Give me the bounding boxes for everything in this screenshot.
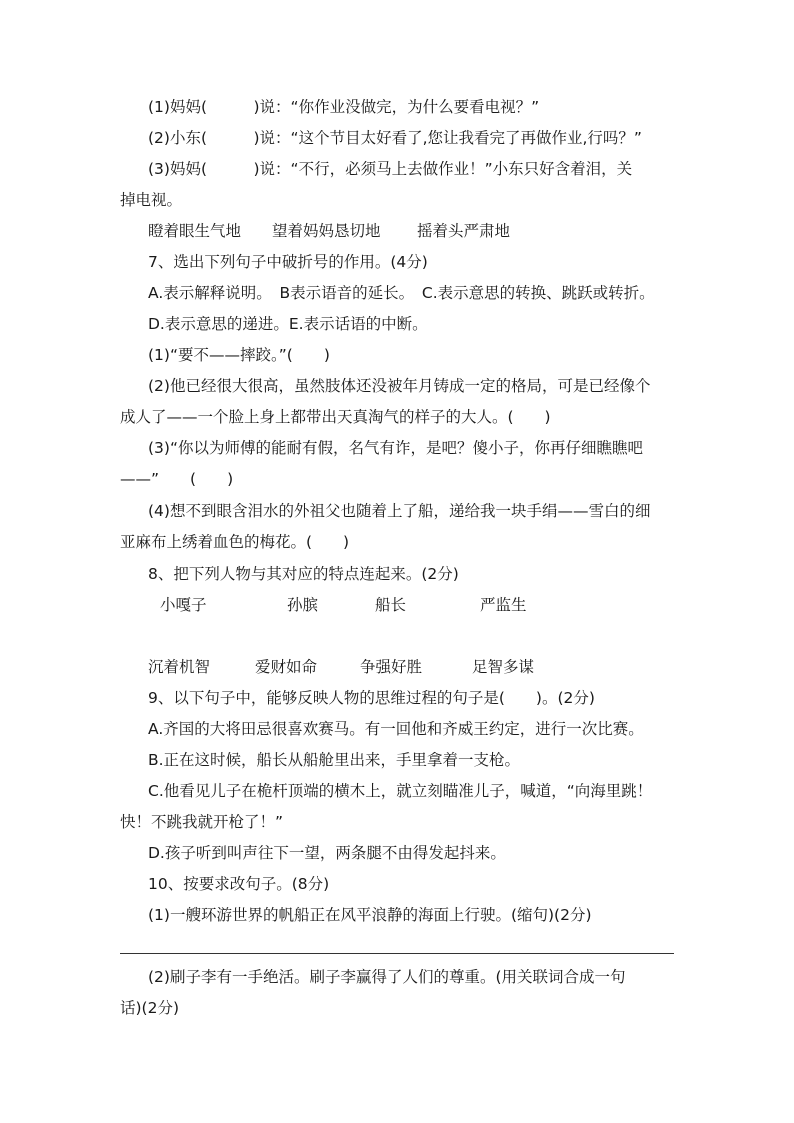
q9-title: 9、以下句子中，能够反映人物的思维过程的句子是( )。(2分) [148, 689, 595, 707]
q8-trait-4: 足智多谋 [472, 658, 535, 676]
q9-option-a: A.齐国的大将田忌很喜欢赛马。有一回他和齐威王约定，进行一次比赛。 [148, 720, 644, 738]
q10-item-2-cont: 话)(2分) [120, 999, 180, 1017]
q8-person-4: 严监生 [480, 596, 527, 614]
q7-item-2: (2)他已经很大很高，虽然肢体还没被年月铸成一定的格局，可是已经像个 [148, 377, 651, 395]
q6-option-3: 摇着头严肃地 [417, 222, 511, 240]
q7-item-2-cont: 成人了——一个脸上身上都带出天真淘气的样子的大人。( ) [120, 408, 551, 426]
q10-title: 10、按要求改句子。(8分) [148, 875, 330, 893]
q7-item-3-cont: ——” ( ) [120, 470, 234, 488]
q6-option-1: 瞪着眼生气地 [148, 222, 242, 240]
q8-trait-3: 争强好胜 [360, 658, 423, 676]
q9-option-b: B.正在这时候，船长从船舱里出来，手里拿着一支枪。 [148, 751, 521, 769]
q8-person-3: 船长 [375, 596, 407, 614]
q6-option-2: 望着妈妈恳切地 [272, 222, 381, 240]
q6-item-3: (3)妈妈( )说：“不行，必须马上去做作业！”小东只好含着泪，关 [148, 160, 633, 178]
q8-title: 8、把下列人物与其对应的特点连起来。(2分) [148, 565, 459, 583]
q7-item-4-cont: 亚麻布上绣着血色的梅花。( ) [120, 533, 350, 551]
q7-item-1: (1)“要不——摔跤。”( ) [148, 346, 330, 364]
q8-person-1: 小嘎子 [160, 596, 207, 614]
q10-item-2: (2)刷子李有一手绝活。刷子李赢得了人们的尊重。(用关联词合成一句 [148, 968, 626, 986]
q9-option-c: C.他看见儿子在桅杆顶端的横木上，就立刻瞄准儿子，喊道，“向海里跳！ [148, 782, 653, 800]
q8-trait-1: 沉着机智 [148, 658, 211, 676]
q6-item-1: (1)妈妈( )说：“你作业没做完，为什么要看电视？” [148, 98, 540, 116]
q10-item-1: (1)一艘环游世界的帆船正在风平浪静的海面上行驶。(缩句)(2分) [148, 906, 592, 924]
q8-person-2: 孙膑 [287, 596, 319, 614]
q7-options-line-1: A.表示解释说明。 B表示语音的延长。 C.表示意思的转换、跳跃或转折。 [148, 284, 655, 302]
q6-item-3-cont: 掉电视。 [120, 191, 183, 209]
q7-item-3: (3)“你以为师傅的能耐有假，名气有诈，是吧？傻小子，你再仔细瞧瞧吧 [148, 439, 643, 457]
q9-option-d: D.孩子听到叫声往下一望，两条腿不由得发起抖来。 [148, 844, 506, 862]
answer-line [120, 953, 674, 954]
q7-item-4: (4)想不到眼含泪水的外祖父也随着上了船，递给我一块手绢——雪白的细 [148, 502, 651, 520]
q7-title: 7、选出下列句子中破折号的作用。(4分) [148, 253, 428, 271]
q8-trait-2: 爱财如命 [255, 658, 318, 676]
q6-item-2: (2)小东( )说：“这个节目太好看了,您让我看完了再做作业,行吗？” [148, 129, 642, 147]
q7-options-line-2: D.表示意思的递进。E.表示话语的中断。 [148, 315, 428, 333]
q9-option-c-cont: 快！不跳我就开枪了！” [120, 813, 284, 831]
